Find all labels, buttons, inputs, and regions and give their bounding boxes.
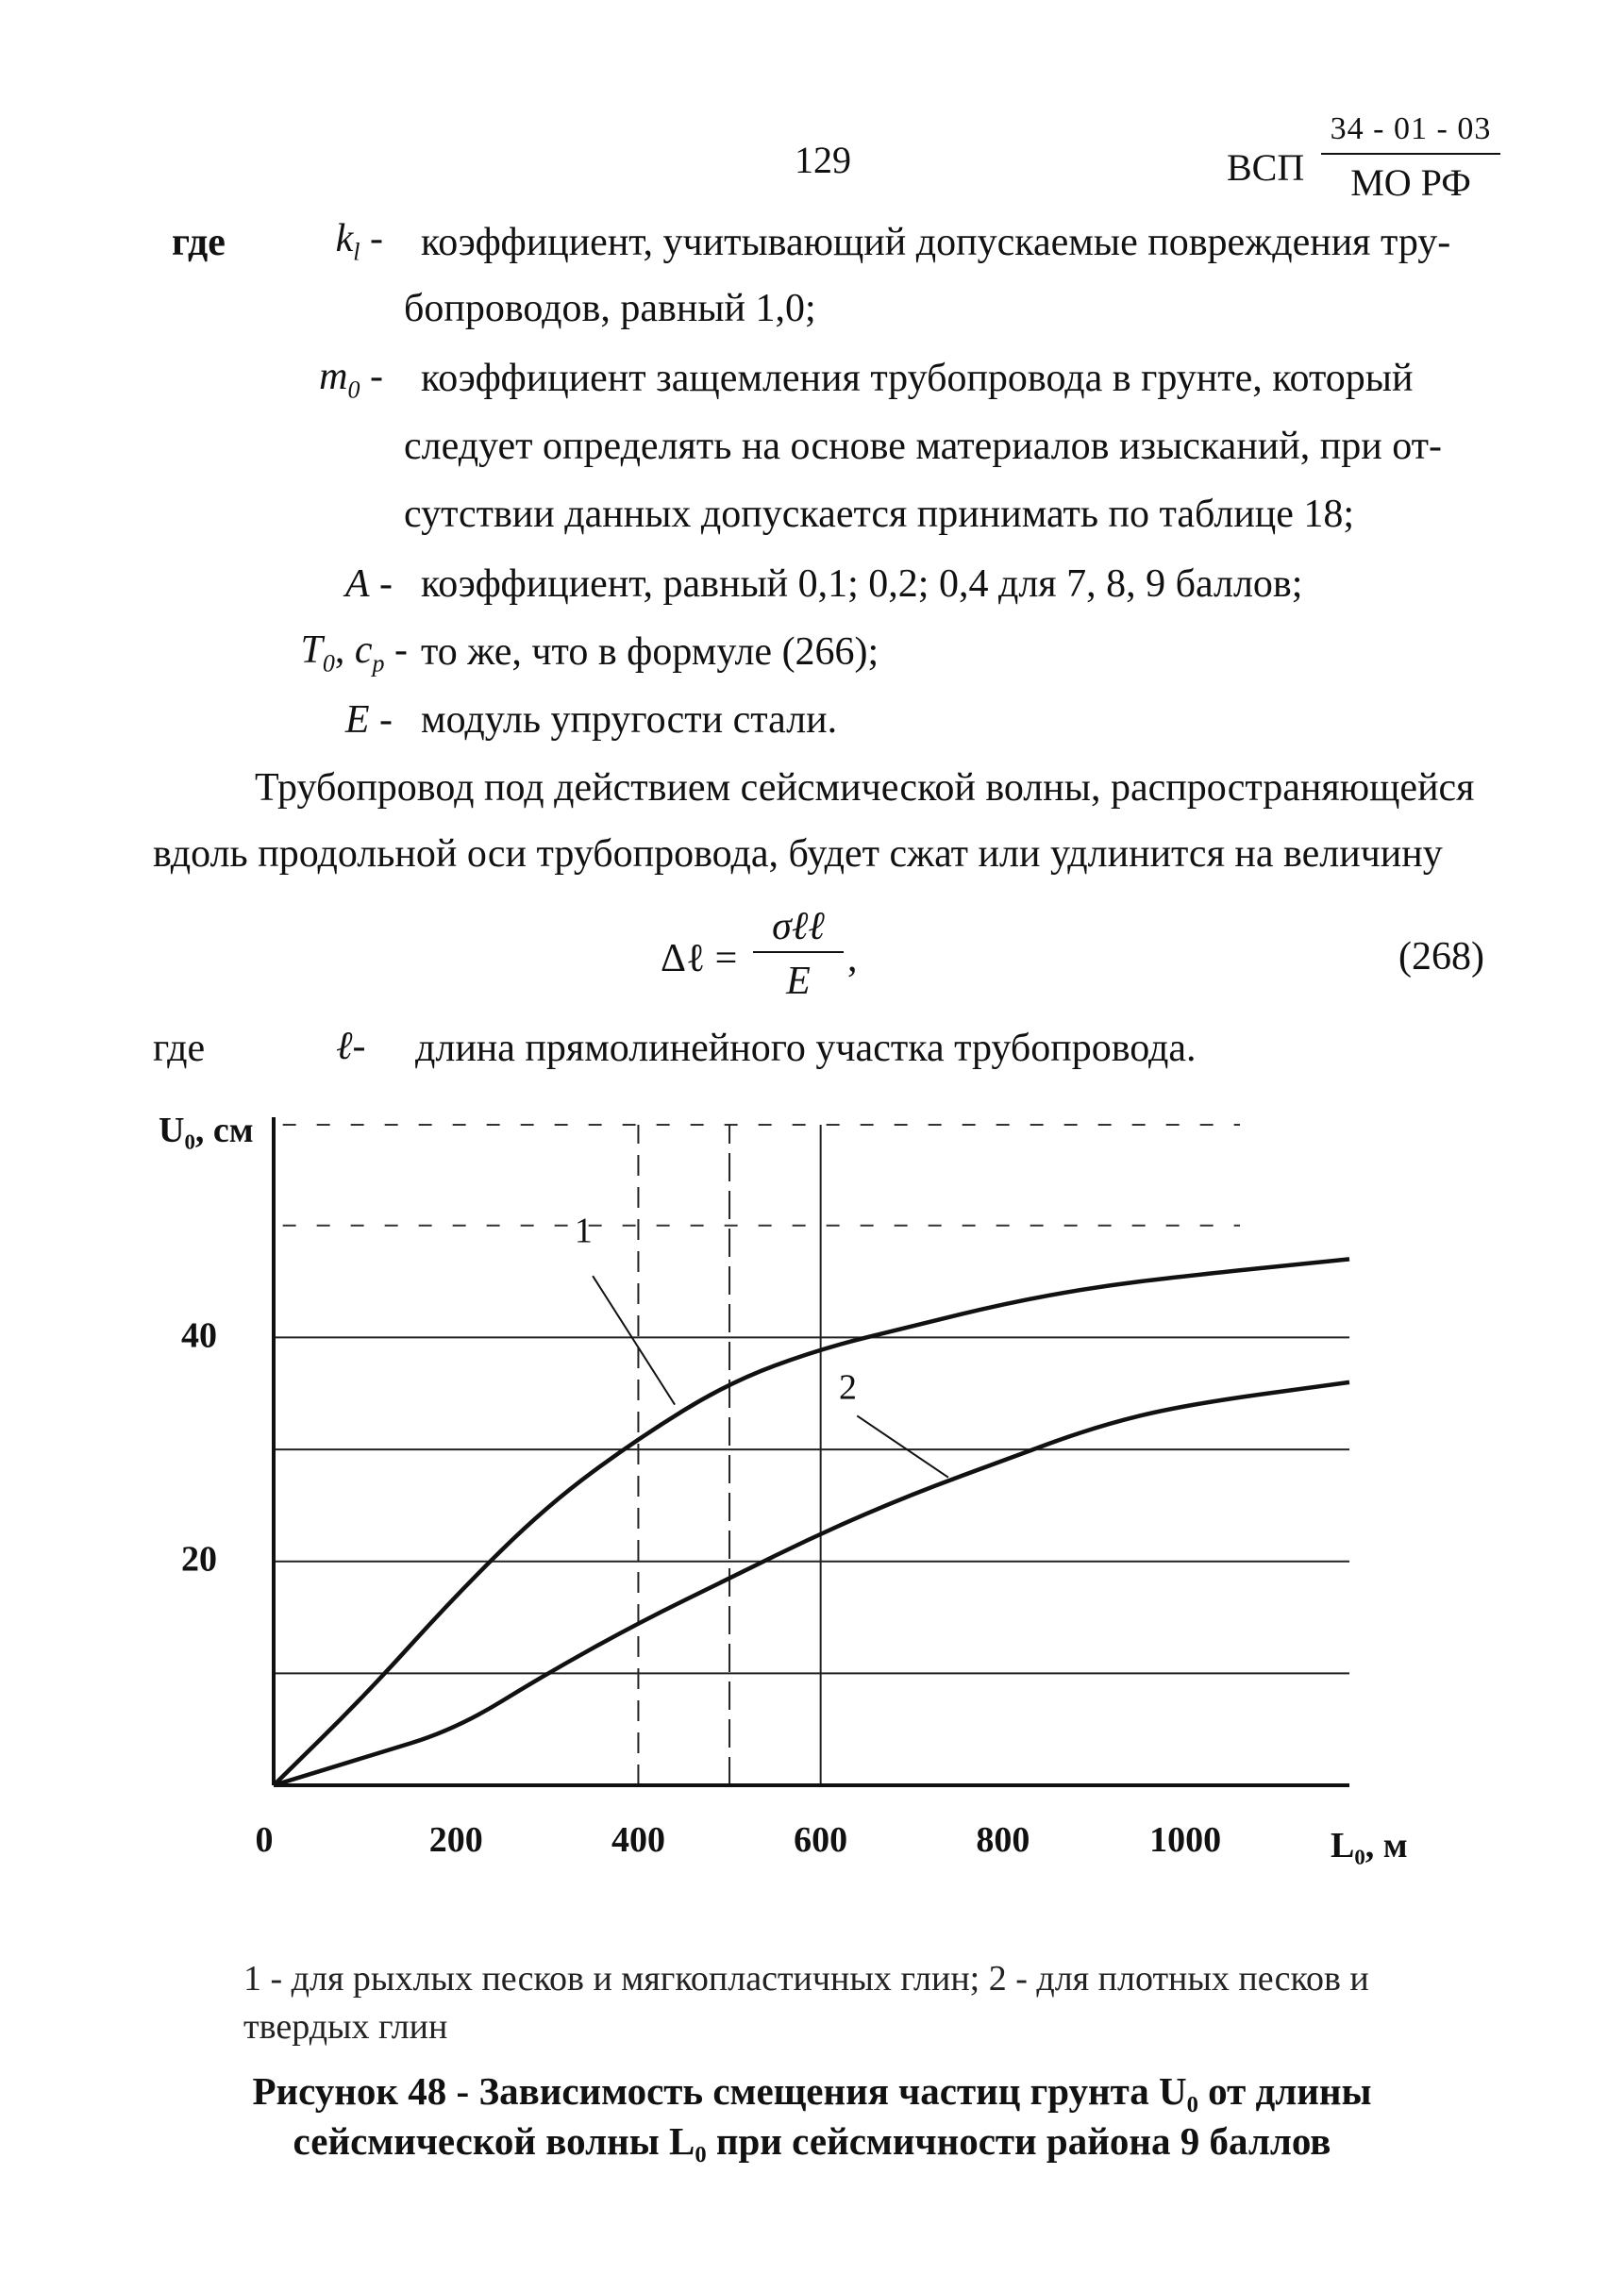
chart-grid <box>274 1125 1349 1785</box>
where2-symbol: ℓ- <box>336 1025 366 1068</box>
page-number: 129 <box>795 139 851 181</box>
series-label-1: 1 <box>574 1211 593 1251</box>
caption-line2: сейсмической волны L₀ при сейсмичности района 9 баллов <box>293 2119 1331 2164</box>
series-line-2 <box>274 1382 1349 1785</box>
def-text-t0-cp: то же, что в формуле (266); <box>421 630 879 674</box>
equation-number: (268) <box>1398 935 1484 979</box>
x-tick-label-400: 400 <box>611 1820 665 1860</box>
chart-axes <box>274 1117 1349 1785</box>
formula-denominator: E <box>786 960 811 1003</box>
x-axis-title: L₀, м <box>1331 1826 1408 1865</box>
def-symbol-t0-cp: $T_0$, $c_p$ - <box>300 628 408 678</box>
paragraph-line1: Трубопровод под действием сейсмической волны, распространяющейся <box>255 766 1475 810</box>
y-tick-label-20: 20 <box>181 1539 217 1580</box>
formula-comma: , <box>847 937 858 980</box>
x-tick-label-200: 200 <box>428 1820 483 1860</box>
caption-line1: Рисунок 48 - Зависимость смещения частиц грунта U₀ от длины <box>252 2069 1372 2113</box>
def-symbol-a: A - <box>344 562 393 606</box>
def-text-m0-line3: сутствии данных допускается принимать по таблице 18; <box>404 493 1355 536</box>
def-text-m0-line2: следует определять на основе материалов изысканий, при от- <box>404 425 1442 468</box>
def-text-kl-line1: коэффициент, учитывающий допускаемые повреждения тру- <box>421 221 1451 264</box>
doc-prefix: ВСП <box>1227 146 1305 189</box>
doc-number: 34 - 01 - 03 <box>1330 111 1492 146</box>
x-tick-label-1000: 1000 <box>1149 1820 1222 1860</box>
paragraph-line2: вдоль продольной оси трубопровода, будет сжат или удлинится на величину <box>153 832 1443 876</box>
def-text-a: коэффициент, равный 0,1; 0,2; 0,4 для 7, 8, 9 баллов; <box>421 562 1303 606</box>
legend-note: 1 - для рыхлых песков и мягкопластичных глин; 2 - для плотных песков и твердых глин <box>243 1959 1369 2048</box>
def-text-kl-line2: бопроводов, равный 1,0; <box>404 287 816 330</box>
x-tick-label-600: 600 <box>794 1820 848 1860</box>
series-label-leader-1 <box>593 1276 675 1404</box>
x-tick-label-0: 0 <box>255 1820 274 1860</box>
x-tick-label-800: 800 <box>976 1820 1030 1860</box>
def-symbol-e: E - <box>344 698 393 742</box>
def-symbol-m0: $m_0$ - <box>319 355 383 404</box>
series-label-leader-2 <box>857 1415 948 1477</box>
def-text-e: модуль упругости стали. <box>421 698 838 742</box>
y-axis-title: U₀, см <box>159 1111 254 1150</box>
where2-label: где <box>153 1027 206 1070</box>
where2-text: длина прямолинейного участка трубопровода. <box>415 1027 1197 1070</box>
def-symbol-kl: $k_l$ - <box>335 217 383 266</box>
y-tick-label-40: 40 <box>181 1315 217 1356</box>
figure-caption <box>189 2066 1435 2167</box>
formula-numerator: σℓℓ <box>772 905 825 948</box>
chart-labels <box>159 1111 1408 1865</box>
series-label-2: 2 <box>838 1367 857 1408</box>
where-label: где <box>172 221 226 264</box>
def-text-m0-line1: коэффициент защемления трубопровода в грунте, который <box>421 357 1414 400</box>
doc-org: МО РФ <box>1350 161 1471 204</box>
formula-lhs: Δℓ = <box>661 937 738 980</box>
